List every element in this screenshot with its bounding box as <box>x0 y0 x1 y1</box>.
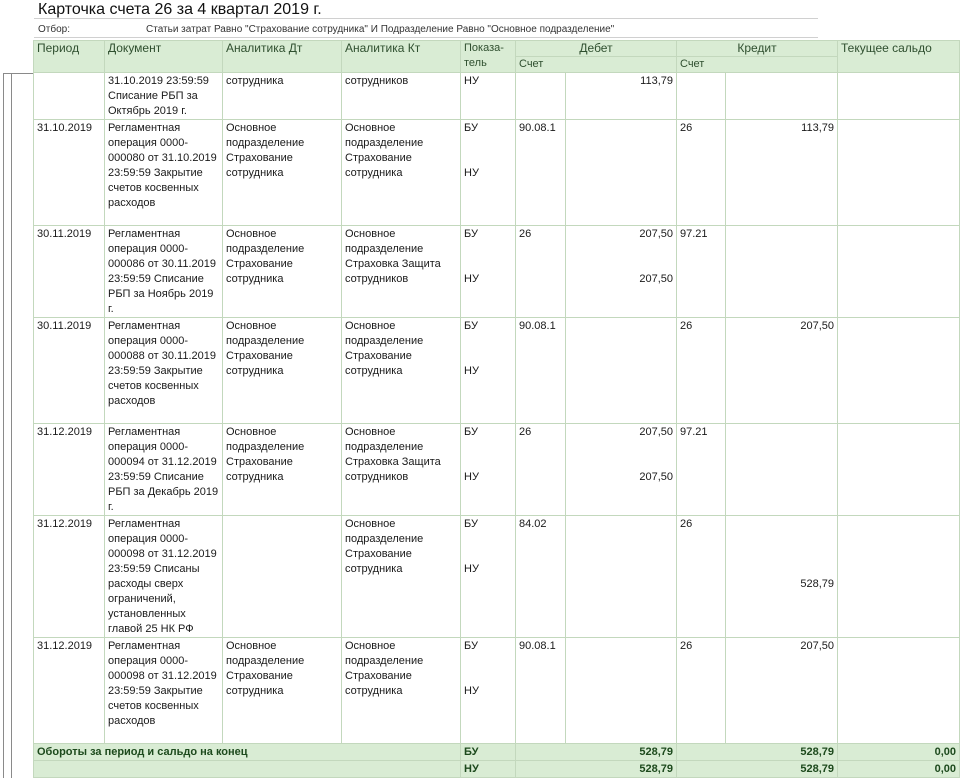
indicator-bu: БУ <box>464 320 478 332</box>
header-indicator: Показа-тель <box>461 41 516 73</box>
analytics-dt-cell: Основное подразделение Страхование сотрудника <box>223 120 342 226</box>
analytics-kt-cell: Основное подразделение Страховка Защита сотрудников <box>342 226 461 318</box>
debit-amount-nu: 207,50 <box>639 273 673 285</box>
credit-account-cell: 97.21 <box>677 226 726 318</box>
account-card-table <box>33 40 960 778</box>
analytics-dt-cell: сотрудника <box>223 73 342 120</box>
footer-row-bu <box>34 744 960 761</box>
credit-amount-cell <box>726 318 838 424</box>
credit-amount-bu: 207,50 <box>800 320 834 332</box>
debit-amount-nu: 207,50 <box>639 471 673 483</box>
analytics-kt-cell: Основное подразделение Страхование сотрудника <box>342 638 461 744</box>
table-body <box>34 73 960 744</box>
indicator-nu: НУ <box>464 471 479 483</box>
group-bracket-inner[interactable] <box>11 73 12 778</box>
debit-account-cell: 90.08.1 <box>516 120 566 226</box>
footer-row-nu <box>34 761 960 778</box>
debit-amount-cell <box>566 516 677 638</box>
credit-amount-nu <box>729 272 834 287</box>
debit-amount-cell <box>566 120 677 226</box>
credit-amount-bu <box>729 517 834 532</box>
document-cell: Регламентная операция 0000-000086 от 30.11.2019 23:59:59 Списание РБП за Ноябрь 2019 г. <box>105 226 223 318</box>
credit-account-cell: 26 <box>677 516 726 638</box>
header-credit: Кредит <box>677 41 838 57</box>
indicator-nu: НУ <box>464 167 479 179</box>
indicator-bu: БУ <box>464 640 478 652</box>
indicator-bu: БУ <box>464 518 478 530</box>
document-cell: Регламентная операция 0000-000098 от 31.12.2019 23:59:59 Закрытие счетов косвенных расходов <box>105 638 223 744</box>
period-cell: 31.12.2019 <box>34 516 105 638</box>
debit-amount-nu <box>569 684 673 699</box>
header-analytics-dt: Аналитика Дт <box>223 41 342 73</box>
indicator-nu <box>464 89 512 104</box>
footer-credit-bu: 528,79 <box>677 744 838 761</box>
debit-account-cell: 26 <box>516 424 566 516</box>
debit-account-cell <box>516 73 566 120</box>
period-cell: 30.11.2019 <box>34 318 105 424</box>
balance-cell <box>838 120 960 226</box>
indicator-cell <box>461 424 516 516</box>
indicator-cell <box>461 318 516 424</box>
credit-amount-bu <box>729 227 834 242</box>
header-period: Период <box>34 41 105 73</box>
credit-amount-cell <box>726 516 838 638</box>
credit-amount-bu: 207,50 <box>800 640 834 652</box>
indicator-cell <box>461 638 516 744</box>
credit-amount-cell <box>726 73 838 120</box>
debit-amount-cell <box>566 73 677 120</box>
balance-cell <box>838 73 960 120</box>
header-credit-account: Счет <box>677 57 838 73</box>
footer-debit-bu: 528,79 <box>516 744 677 761</box>
debit-account-cell: 90.08.1 <box>516 318 566 424</box>
analytics-kt-cell: Основное подразделение Страхование сотрудника <box>342 516 461 638</box>
footer-debit-nu: 528,79 <box>516 761 677 778</box>
credit-amount-bu <box>729 425 834 440</box>
table-row[interactable] <box>34 638 960 744</box>
debit-amount-cell <box>566 226 677 318</box>
indicator-cell <box>461 516 516 638</box>
analytics-kt-cell: Основное подразделение Страховка Защита сотрудников <box>342 424 461 516</box>
header-balance: Текущее сальдо <box>838 41 960 73</box>
debit-amount-bu: 207,50 <box>639 228 673 240</box>
title-divider <box>34 18 818 19</box>
debit-account-cell: 26 <box>516 226 566 318</box>
credit-amount-cell <box>726 424 838 516</box>
indicator-cell <box>461 120 516 226</box>
footer-balance-nu: 0,00 <box>838 761 960 778</box>
credit-account-cell: 97.21 <box>677 424 726 516</box>
table-row[interactable] <box>34 424 960 516</box>
indicator-bu: БУ <box>464 122 478 134</box>
document-cell: Регламентная операция 0000-000088 от 30.11.2019 23:59:59 Закрытие счетов косвенных расходов <box>105 318 223 424</box>
table-row[interactable] <box>34 120 960 226</box>
indicator-bu: БУ <box>464 228 478 240</box>
analytics-kt-cell: Основное подразделение Страхование сотрудника <box>342 318 461 424</box>
analytics-dt-cell <box>223 516 342 638</box>
filter-divider <box>34 37 818 38</box>
group-bracket-outer[interactable] <box>3 73 4 778</box>
debit-amount-bu <box>569 319 673 334</box>
indicator-cell <box>461 73 516 120</box>
footer-label: Обороты за период и сальдо на конец <box>34 744 461 761</box>
header-debit: Дебет <box>516 41 677 57</box>
debit-amount-bu <box>569 517 673 532</box>
report-title: Карточка счета 26 за 4 квартал 2019 г. <box>38 1 322 18</box>
period-cell: 31.10.2019 <box>34 120 105 226</box>
analytics-dt-cell: Основное подразделение Страхование сотрудника <box>223 424 342 516</box>
document-cell: 31.10.2019 23:59:59 Списание РБП за Октябрь 2019 г. <box>105 73 223 120</box>
footer-indicator-bu: БУ <box>461 744 516 761</box>
credit-amount-cell <box>726 638 838 744</box>
period-cell <box>34 73 105 120</box>
credit-amount-nu: 528,79 <box>800 578 834 590</box>
header-analytics-kt: Аналитика Кт <box>342 41 461 73</box>
debit-amount-cell <box>566 318 677 424</box>
credit-amount-cell <box>726 120 838 226</box>
credit-amount-cell <box>726 226 838 318</box>
credit-amount-bu: 113,79 <box>801 122 834 134</box>
header-debit-account: Счет <box>516 57 677 73</box>
analytics-kt-cell: сотрудников <box>342 73 461 120</box>
table-row[interactable] <box>34 73 960 120</box>
document-cell: Регламентная операция 0000-000094 от 31.12.2019 23:59:59 Списание РБП за Декабрь 2019 г. <box>105 424 223 516</box>
debit-amount-cell <box>566 638 677 744</box>
credit-amount-nu <box>729 684 834 699</box>
debit-amount-bu: 207,50 <box>639 426 673 438</box>
balance-cell <box>838 318 960 424</box>
group-bracket-top <box>3 73 33 74</box>
balance-cell <box>838 424 960 516</box>
filter-text: Статьи затрат Равно "Страхование сотрудника" И Подразделение Равно "Основное подразделение" <box>146 24 615 35</box>
debit-amount-nu <box>569 562 673 577</box>
debit-amount-bu <box>569 639 673 654</box>
period-cell: 31.12.2019 <box>34 638 105 744</box>
footer-balance-bu: 0,00 <box>838 744 960 761</box>
analytics-kt-cell: Основное подразделение Страхование сотрудника <box>342 120 461 226</box>
credit-amount-nu <box>729 470 834 485</box>
credit-amount-nu <box>729 89 834 104</box>
period-cell: 30.11.2019 <box>34 226 105 318</box>
debit-amount-bu <box>569 121 673 136</box>
credit-amount-bu <box>729 74 834 89</box>
balance-cell <box>838 516 960 638</box>
document-cell: Регламентная операция 0000-000080 от 31.10.2019 23:59:59 Закрытие счетов косвенных расходов <box>105 120 223 226</box>
document-cell: Регламентная операция 0000-000098 от 31.12.2019 23:59:59 Списаны расходы сверх ограничений, установленных главой 25 НК РФ <box>105 516 223 638</box>
indicator-nu: НУ <box>464 685 479 697</box>
table-row[interactable] <box>34 318 960 424</box>
debit-amount-nu <box>569 166 673 181</box>
debit-amount-nu <box>569 89 673 104</box>
indicator-bu: БУ <box>464 426 478 438</box>
indicator-nu: НУ <box>464 365 479 377</box>
debit-amount-nu <box>569 364 673 379</box>
debit-account-cell: 84.02 <box>516 516 566 638</box>
debit-amount-cell <box>566 424 677 516</box>
footer-label-empty <box>34 761 461 778</box>
credit-account-cell <box>677 73 726 120</box>
filter-label: Отбор: <box>38 24 70 35</box>
credit-account-cell: 26 <box>677 120 726 226</box>
credit-account-cell: 26 <box>677 638 726 744</box>
credit-amount-nu <box>729 166 834 181</box>
balance-cell <box>838 226 960 318</box>
indicator-bu: НУ <box>464 75 479 87</box>
header-document: Документ <box>105 41 223 73</box>
footer-indicator-nu: НУ <box>461 761 516 778</box>
balance-cell <box>838 638 960 744</box>
credit-amount-nu <box>729 364 834 379</box>
indicator-cell <box>461 226 516 318</box>
table-row[interactable] <box>34 516 960 638</box>
footer-credit-nu: 528,79 <box>677 761 838 778</box>
analytics-dt-cell: Основное подразделение Страхование сотрудника <box>223 318 342 424</box>
table-row[interactable] <box>34 226 960 318</box>
debit-amount-bu: 113,79 <box>640 75 673 87</box>
analytics-dt-cell: Основное подразделение Страхование сотрудника <box>223 638 342 744</box>
debit-account-cell: 90.08.1 <box>516 638 566 744</box>
analytics-dt-cell: Основное подразделение Страхование сотрудника <box>223 226 342 318</box>
indicator-nu: НУ <box>464 563 479 575</box>
indicator-nu: НУ <box>464 273 479 285</box>
period-cell: 31.12.2019 <box>34 424 105 516</box>
credit-account-cell: 26 <box>677 318 726 424</box>
